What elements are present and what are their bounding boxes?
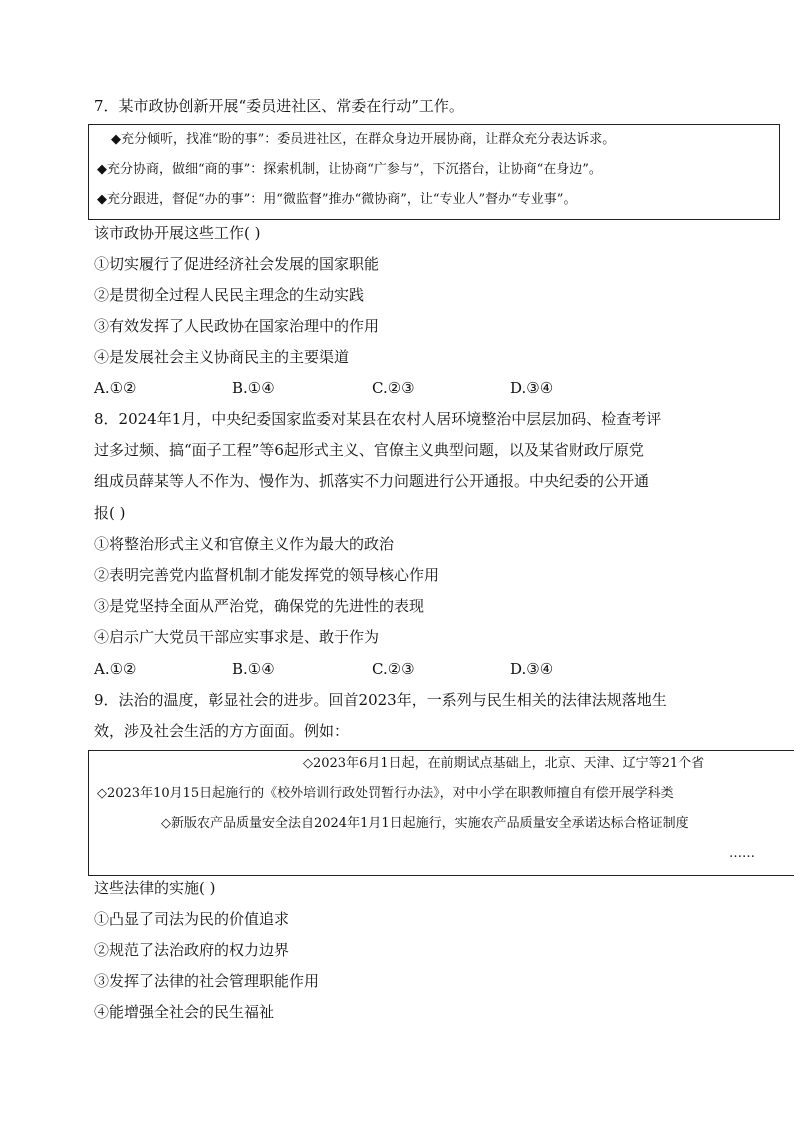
q9-item-1: ①凸显了司法为民的价值追求 <box>94 910 290 928</box>
q8-options <box>94 659 694 679</box>
q9-question: 这些法律的实施( ) <box>94 879 216 897</box>
q8-item-1: ①将整治形式主义和官僚主义作为最大的政治 <box>94 535 395 553</box>
q7-item-3: ③有效发挥了人民政协在国家治理中的作用 <box>94 317 380 335</box>
q9-material-line-2: ◇2023年10月15日起施行的《校外培训行政处罚暂行办法》，对中小学在职教师擅自有偿开展学科类 <box>97 786 674 801</box>
q8-item-2: ②表明完善党内监督机制才能发挥党的领导核心作用 <box>94 566 440 584</box>
q7-option-a[interactable]: A.①② <box>94 379 137 397</box>
q9-item-4: ④能增强全社会的民生福祉 <box>94 1003 275 1021</box>
q7-option-c[interactable]: C.②③ <box>372 379 415 397</box>
q7-option-b[interactable]: B.①④ <box>232 379 275 397</box>
q7-question: 该市政协开展这些工作( ) <box>94 224 261 242</box>
q7-material-box <box>88 124 780 220</box>
q8-stem-line-2: 过多过频、搞“面子工程”等6起形式主义、官僚主义典型问题，以及某省财政厅原党 <box>94 441 644 459</box>
q7-options <box>94 378 694 398</box>
q9-material-ellipsis: …… <box>729 846 755 861</box>
q7-stem: 7．某市政协创新开展“委员进社区、常委在行动”工作。 <box>94 97 464 115</box>
q7-material-line-3: ◆充分跟进，督促“办的事”：用“微监督”推办“微协商”，让“专业人”督办“专业事”。 <box>97 192 577 207</box>
q8-option-c[interactable]: C.②③ <box>372 660 415 678</box>
q7-item-1: ①切实履行了促进经济社会发展的国家职能 <box>94 255 380 273</box>
q8-item-3: ③是党坚持全面从严治党，确保党的先进性的表现 <box>94 597 425 615</box>
q9-item-3: ③发挥了法律的社会管理职能作用 <box>94 972 320 990</box>
q9-stem-line-2: 效，涉及社会生活的方方面面。例如： <box>94 722 350 740</box>
q9-item-2: ②规范了法治政府的权力边界 <box>94 941 290 959</box>
q8-stem-line-1: 8．2024年1月，中央纪委国家监委对某县在农村人居环境整治中层层加码、检查考评 <box>94 410 662 428</box>
q7-option-d[interactable]: D.③④ <box>510 379 554 397</box>
q7-item-2: ②是贯彻全过程人民民主理念的生动实践 <box>94 286 365 304</box>
q8-option-d[interactable]: D.③④ <box>510 660 554 678</box>
q7-item-4: ④是发展社会主义协商民主的主要渠道 <box>94 348 350 366</box>
q8-item-4: ④启示广大党员干部应实事求是、敢于作为 <box>94 628 380 646</box>
q9-stem-line-1: 9．法治的温度，彰显社会的进步。回首2023年，一系列与民生相关的法律法规落地生 <box>94 691 667 709</box>
q8-option-b[interactable]: B.①④ <box>232 660 275 678</box>
q8-option-a[interactable]: A.①② <box>94 660 137 678</box>
q7-material-line-1: ◆充分倾听，找准“盼的事”：委员进社区，在群众身边开展协商，让群众充分表达诉求。 <box>111 132 616 147</box>
q9-material-box <box>88 750 794 876</box>
q8-stem-line-4: 报( ) <box>94 504 126 522</box>
q8-stem-line-3: 组成员薛某等人不作为、慢作为、抓落实不力问题进行公开通报。中央纪委的公开通 <box>94 472 650 490</box>
q7-material-line-2: ◆充分协商，做细“商的事”：探索机制，让协商“广参与”，下沉搭台，让协商“在身边”。 <box>97 162 602 177</box>
q9-material-line-1: ◇2023年6月1日起，在前期试点基础上，北京、天津、辽宁等21个省 <box>303 756 705 771</box>
q9-material-line-3: ◇新版农产品质量安全法自2024年1月1日起施行，实施农产品质量安全承诺达标合格证制度 <box>161 816 689 831</box>
